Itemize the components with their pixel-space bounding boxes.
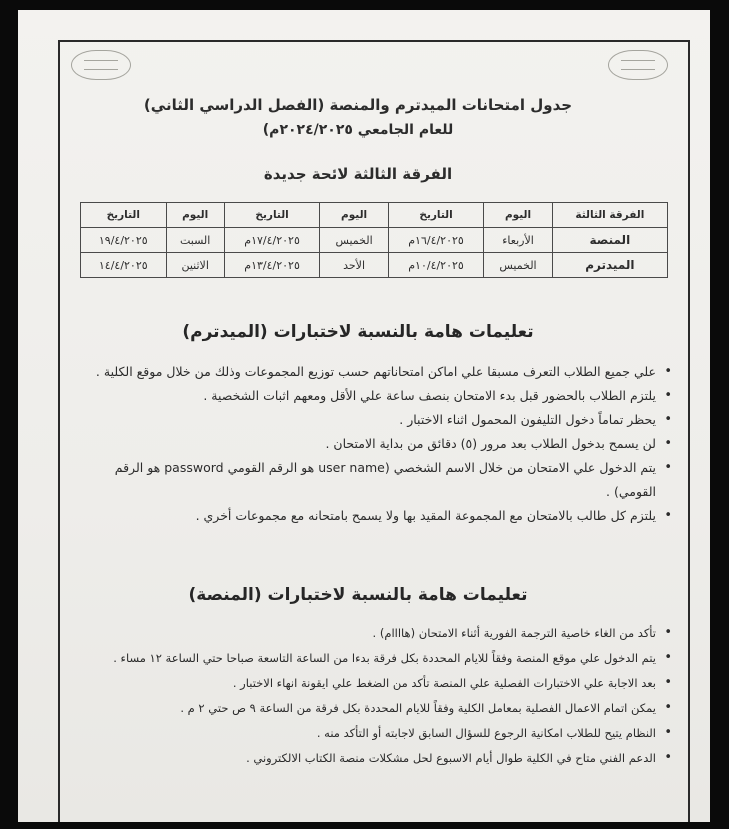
exam-schedule-table [80, 202, 668, 278]
emblem-icon [608, 50, 668, 80]
table-header-row [81, 203, 668, 228]
university-logo [66, 50, 136, 90]
list-item: • يتم الدخول علي الامتحان من خلال الاسم الشخصي (user name هو الرقم القومي password هو الرقم القومي) . [80, 456, 672, 504]
header-level: الفرقة الثالثة [552, 203, 667, 228]
list-item: • علي جميع الطلاب التعرف مسبقا علي اماكن امتحاناتهم حسب توزيع المجموعات وذلك من خلال موقع الكلية . [80, 360, 672, 384]
table-cell: ١٠/٤/٢٠٢٥م [388, 253, 484, 278]
midterm-instructions-list [80, 360, 672, 528]
list-item: • لن يسمح بدخول الطلاب بعد مرور (٥) دقائق من بداية الامتحان . [80, 432, 672, 456]
table-cell: ١٧/٤/٢٠٢٥م [224, 228, 320, 253]
table-cell: ١٦/٤/٢٠٢٥م [388, 228, 484, 253]
row-label: الميدترم [552, 253, 667, 278]
header-day-2: اليوم [320, 203, 388, 228]
table-row [81, 253, 668, 278]
seal-icon [71, 50, 131, 80]
list-item: • النظام يتيح للطلاب امكانية الرجوع للسؤال السابق لاجابته أو التأكد منه . [80, 722, 672, 744]
header-date-1: التاريخ [388, 203, 484, 228]
table-cell: ١٤/٤/٢٠٢٥ [81, 253, 167, 278]
platform-instructions-list [80, 622, 672, 772]
table-cell: الاثنين [166, 253, 224, 278]
document-title: جدول امتحانات الميدترم والمنصة (الفصل الدراسي الثاني) [143, 96, 573, 114]
table-cell: ١٩/٤/٢٠٢٥ [81, 228, 167, 253]
header-date-2: التاريخ [224, 203, 320, 228]
list-item: • يحظر تماماً دخول التليفون المحمول اثناء الاختبار . [80, 408, 672, 432]
document-page [18, 10, 710, 822]
list-item: • يتم الدخول علي موقع المنصة وفقاً للايام المحددة بكل فرقة بدءا من الساعة التاسعة صباحا حتي الساعة ١٢ مساء . [80, 647, 672, 669]
row-label: المنصة [552, 228, 667, 253]
header-date-3: التاريخ [81, 203, 167, 228]
list-item: • يمكن اتمام الاعمال الفصلية بمعامل الكلية وفقاً للايام المحددة بكل فرقة من الساعة ٩ ص حتي ٢ م . [80, 697, 672, 719]
list-item: • يلتزم الطلاب بالحضور قبل بدء الامتحان بنصف ساعة علي الأقل ومعهم اثبات الشخصية . [80, 384, 672, 408]
table-cell: الأربعاء [484, 228, 552, 253]
table-cell: الأحد [320, 253, 388, 278]
header-day-1: اليوم [484, 203, 552, 228]
table-cell: السبت [166, 228, 224, 253]
list-item: • الدعم الفني متاح في الكلية طوال أيام الاسبوع لحل مشكلات منصة الكتاب الالكتروني . [80, 747, 672, 769]
midterm-instructions-heading: تعليمات هامة بالنسبة لاختبارات (الميدترم) [182, 322, 534, 342]
platform-instructions-heading: تعليمات هامة بالنسبة لاختبارات (المنصة) [188, 585, 528, 605]
table-cell: الخميس [320, 228, 388, 253]
list-item: • يلتزم كل طالب بالامتحان مع المجموعة المقيد بها ولا يسمح بامتحانه مع مجموعات أخري . [80, 504, 672, 528]
table-cell: الخميس [484, 253, 552, 278]
level-subtitle: الفرقة الثالثة لائحة جديدة [263, 165, 453, 183]
table-row [81, 228, 668, 253]
faculty-logo [603, 50, 673, 90]
list-item: • تأكد من الغاء خاصية الترجمة الفورية أثناء الامتحان (هاااام) . [80, 622, 672, 644]
academic-year: للعام الجامعي ٢٠٢٤/٢٠٢٥م) [262, 122, 454, 138]
table-cell: ١٣/٤/٢٠٢٥م [224, 253, 320, 278]
header-day-3: اليوم [166, 203, 224, 228]
list-item: • بعد الاجابة علي الاختبارات الفصلية علي المنصة تأكد من الضغط علي ايقونة انهاء الاختبار . [80, 672, 672, 694]
